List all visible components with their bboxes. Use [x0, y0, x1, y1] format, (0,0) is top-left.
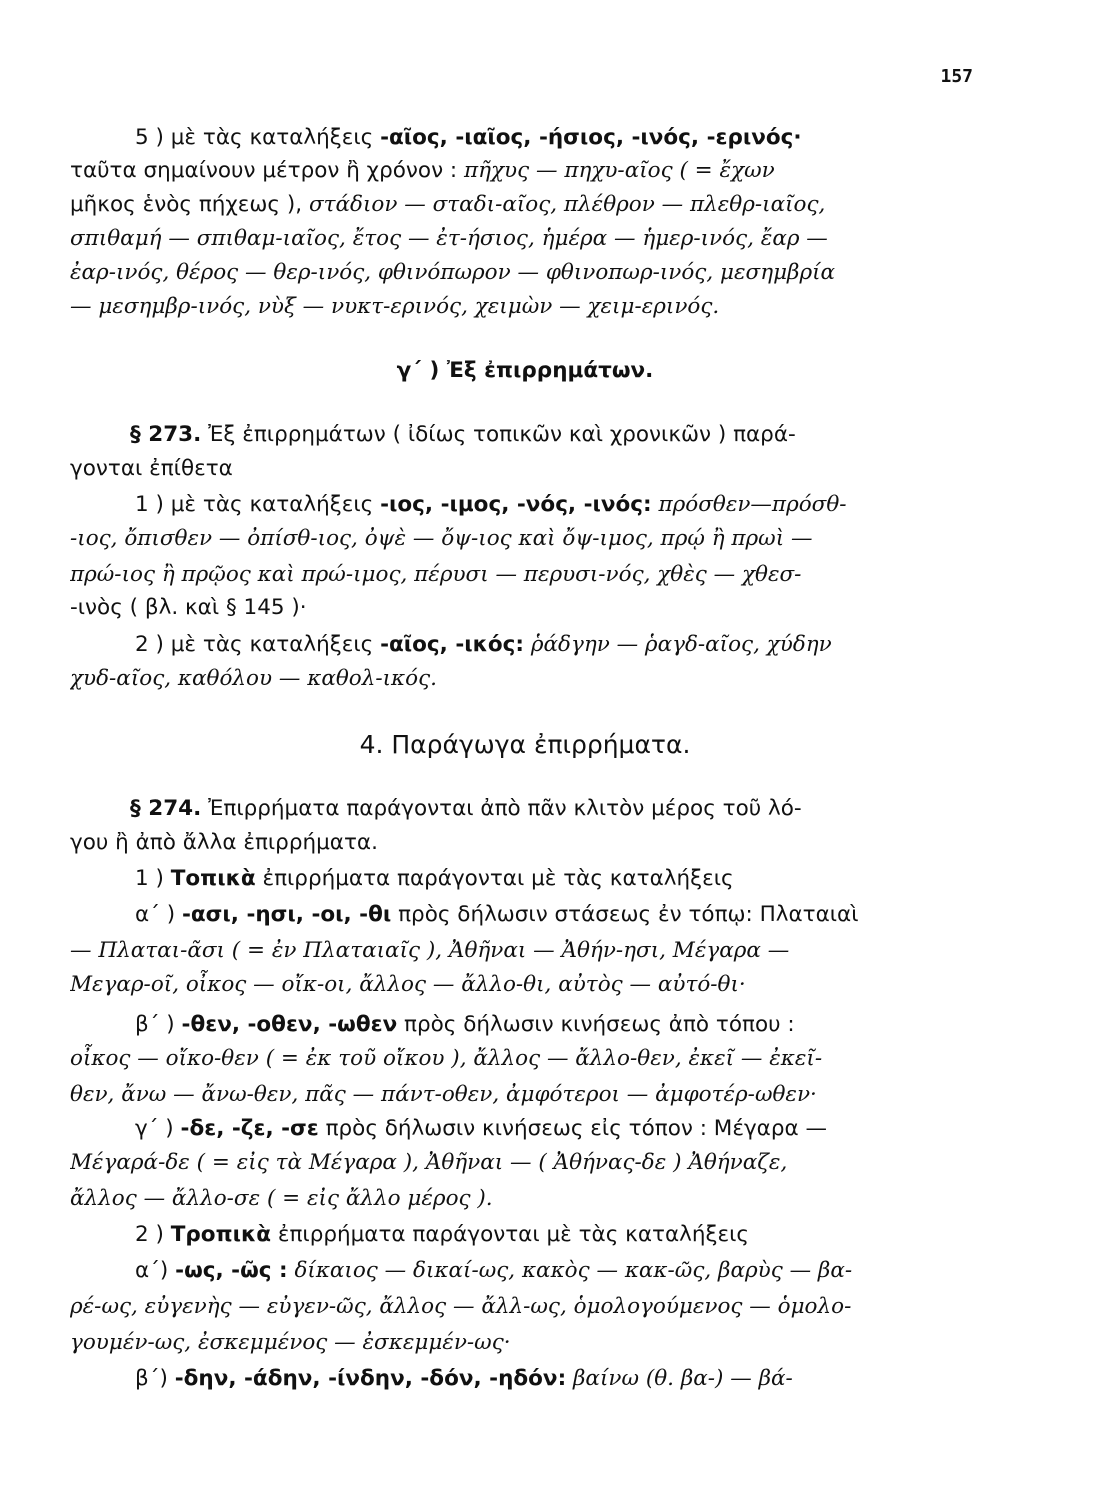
text-line: -ινὸς ( βλ. καὶ § 145 )· [70, 595, 307, 620]
text-line: 2 ) Τροπικὰ ἐπιρρήματα παράγονται μὲ τὰς καταλήξεις [135, 1222, 749, 1247]
text-line: χυδ-αῖος, καθόλου — καθολ-ικός. [70, 666, 437, 691]
text-line: 2 ) μὲ τὰς καταλήξεις -αῖος, -ικός: ῥάδγην — ῥαγδ-αῖος, χύδην [135, 632, 832, 657]
text-line: οἶκος — οἴκο-θεν ( = ἐκ τοῦ οἴκου ), ἄλλος — ἄλλο-θεν, ἐκεῖ — ἐκεῖ- [70, 1046, 823, 1071]
subheading: γ´ ) Ἐξ ἐπιρρημάτων. [396, 358, 654, 383]
text-line: — μεσημβρ-ινός, νὺξ — νυκτ-ερινός, χειμὼν — χειμ-ερινός. [70, 294, 720, 319]
section-heading: 4. Παράγωγα ἐπιρρήματα. [359, 730, 691, 759]
text-line: -ιος, ὄπισθεν — ὀπίσθ-ιος, ὀψὲ — ὄψ-ιος καὶ ὄψ-ιμος, πρῴ ἢ πρωὶ — [70, 526, 813, 551]
text-line: — Πλαται-ᾶσι ( = ἐν Πλαταιαῖς ), Ἀθῆναι — Ἀθήν-ησι, Μέγαρα — [70, 938, 790, 963]
text-line: Μεγαρ-οῖ, οἶκος — οἴκ-οι, ἄλλος — ἄλλο-θι, αὐτὸς — αὐτό-θι· [70, 972, 746, 997]
text-line: γονται ἐπίθετα [70, 456, 233, 481]
text-line: γ´ ) -δε, -ζε, -σε πρὸς δήλωσιν κινήσεως εἰς τόπον : Μέγαρα — [135, 1116, 827, 1141]
text-line: ἐαρ-ινός, θέρος — θερ-ινός, φθινόπωρον — φθινοπωρ-ινός, μεσημβρία [70, 260, 836, 285]
section-274-line: § 274. Ἐπιρρήματα παράγονται ἀπὸ πᾶν κλιτὸν μέρος τοῦ λό- [130, 796, 802, 821]
text-line: β´) -δην, -άδην, -ίνδην, -δόν, -ηδόν: βαίνω (θ. βα-) — βά- [135, 1366, 793, 1391]
text-line: ρέ-ως, εὐγενὴς — εὐγεν-ῶς, ἄλλος — ἄλλ-ως, ὁμολογούμενος — ὁμολο- [70, 1294, 852, 1319]
page-number: 157 [940, 66, 973, 87]
text-line: ταῦτα σημαίνουν μέτρον ἢ χρόνον : πῆχυς — πηχυ-αῖος ( = ἔχων [70, 158, 775, 183]
text-line: 1 ) μὲ τὰς καταλήξεις -ιος, -ιμος, -νός, -ινός: πρόσθεν—πρόσθ- [135, 492, 847, 517]
text-line: 5 ) μὲ τὰς καταλήξεις -αῖος, -ιαῖος, -ήσιος, -ινός, -ερινός· [135, 125, 802, 150]
text-line: γουμέν-ως, ἐσκεμμένος — ἐσκεμμέν-ως· [70, 1330, 511, 1355]
text-line: σπιθαμή — σπιθαμ-ιαῖος, ἔτος — ἐτ-ήσιος, ἡμέρα — ἡμερ-ινός, ἔαρ — [70, 226, 828, 251]
text-line: ἄλλος — ἄλλο-σε ( = εἰς ἄλλο μέρος ). [70, 1186, 493, 1211]
text-line: β´ ) -θεν, -οθεν, -ωθεν πρὸς δήλωσιν κινήσεως ἀπὸ τόπου : [135, 1012, 795, 1037]
text-line: Μέγαρά-δε ( = εἰς τὰ Μέγαρα ), Ἀθῆναι — ( Ἀθήνας-δε ) Ἀθήναζε, [70, 1150, 788, 1175]
text-line: πρώ-ιος ἢ πρῷος καὶ πρώ-ιμος, πέρυσι — περυσι-νός, χθὲς — χθεσ- [70, 562, 802, 587]
text-line: θεν, ἄνω — ἄνω-θεν, πᾶς — πάντ-οθεν, ἀμφότεροι — ἀμφοτέρ-ωθεν· [70, 1082, 817, 1107]
text-line: α´ ) -ασι, -ησι, -οι, -θι πρὸς δήλωσιν στάσεως ἐν τόπῳ: Πλαταιαὶ [135, 902, 859, 927]
text-line: μῆκος ἑνὸς πήχεως ), στάδιον — σταδι-αῖος, πλέθρον — πλεθρ-ιαῖος, [70, 192, 826, 217]
text-line: α´) -ως, -ῶς : δίκαιος — δικαί-ως, κακὸς — κακ-ῶς, βαρὺς — βα- [135, 1258, 853, 1283]
text-line: γου ἢ ἀπὸ ἄλλα ἐπιρρήματα. [70, 830, 378, 855]
section-273-line: § 273. Ἐξ ἐπιρρημάτων ( ἰδίως τοπικῶν καὶ χρονικῶν ) παρά- [130, 422, 796, 447]
text-line: 1 ) Τοπικὰ ἐπιρρήματα παράγονται μὲ τὰς καταλήξεις [135, 866, 734, 891]
